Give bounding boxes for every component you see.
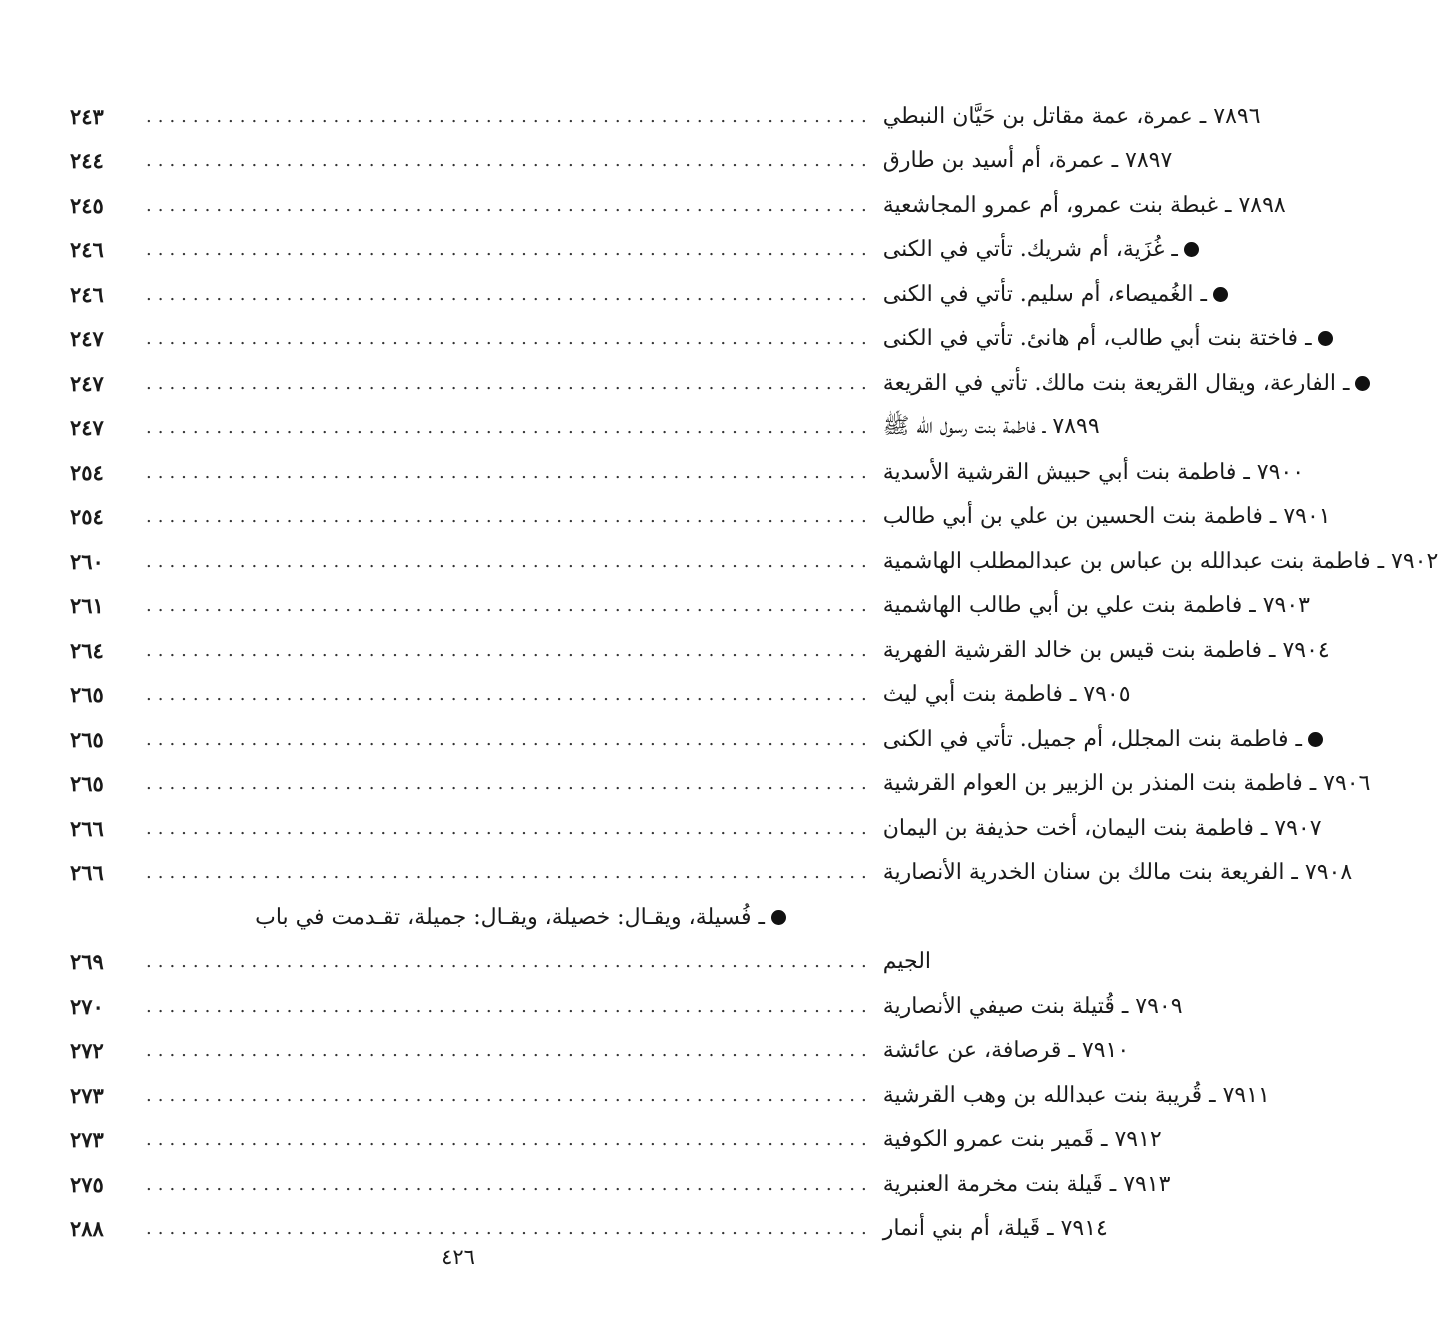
dot-leader: ..............................................................: [146, 817, 873, 839]
toc-entry-title: [883, 593, 1310, 618]
toc-page-number: ٢٧٥: [70, 1171, 104, 1197]
toc-entry: [70, 319, 1312, 359]
dot-leader: ..............................................................: [146, 1218, 873, 1239]
toc-entry-text: ـ غُزَية، أم شريك. تأتي في الكنى: [882, 237, 1178, 262]
toc-entry-title: [255, 905, 786, 930]
toc-entry: [70, 1075, 1270, 1115]
toc-entry-title: [883, 371, 1371, 396]
toc-entry-title: [883, 1038, 1129, 1063]
toc-entry-text: ـ الغُميصاء، أم سليم. تأتي في الكنى: [882, 281, 1207, 307]
toc-entry-text: ـ فُسيلة، ويقـال: خصيلة، ويقـال: جميلة، تقـدمت في باب: [255, 904, 765, 930]
toc-page-number: ٢٥٤: [70, 459, 104, 485]
toc-entry: [70, 764, 1371, 804]
dot-leader: ..............................................................: [146, 328, 873, 349]
toc-page-number: ٢٧٣: [70, 1127, 104, 1152]
toc-entry-title: [883, 193, 1286, 218]
toc-entry-title: [883, 727, 1323, 752]
toc-entry-text: الجيم: [882, 949, 932, 974]
toc-entry: [70, 986, 1183, 1026]
toc-entry-text: ـ فاطمة بنت المجلل، أم جميل. تأتي في الكنى: [882, 726, 1302, 752]
toc-entry-title: [883, 504, 1331, 529]
toc-entry-text: ٧٩٠٣ ـ فاطمة بنت علي بن أبي طالب الهاشمية: [882, 593, 1310, 618]
toc-entry: [70, 497, 1331, 537]
dot-leader: ..............................................................: [146, 773, 873, 794]
toc-entry-text: ٧٩٠٤ ـ فاطمة بنت قيس بن خالد القرشية الفهرية: [882, 637, 1330, 663]
toc-entry-title: [883, 549, 1438, 574]
toc-page-number: ٢٦٥: [70, 726, 104, 752]
toc-entry-text: ٧٨٩٧ ـ عمرة، أم أسيد بن طارق: [882, 148, 1173, 173]
toc-entry-title: [883, 148, 1173, 173]
toc-entry: [70, 96, 1261, 136]
toc-page-number: ٢٦٦: [70, 860, 104, 885]
toc-entry-title: [883, 1172, 1171, 1197]
toc-page-number: ٢٤٦: [70, 237, 104, 262]
toc-entry: [70, 185, 1286, 225]
toc-entry-title: [883, 282, 1228, 307]
toc-page-number: ٢٧٣: [70, 1082, 104, 1108]
toc-entry-text: ـ فاختة بنت أبي طالب، أم هانئ. تأتي في الكنى: [882, 326, 1312, 351]
toc-page-number: ٢٦٤: [70, 637, 104, 663]
dot-leader: ..............................................................: [146, 595, 873, 616]
dot-leader: ..............................................................: [146, 506, 873, 527]
page-number: ٤٢٦: [441, 1245, 475, 1269]
dot-leader: ..............................................................: [146, 684, 873, 705]
toc-entry: [70, 719, 1302, 759]
toc-entry-text: ٧٨٩٦ ـ عمرة، عمة مقاتل بن حَيَّان النبطي: [882, 103, 1261, 129]
dot-leader: ..............................................................: [146, 283, 873, 305]
toc-entry-title: [883, 326, 1333, 351]
toc-entry-text: ٧٩١٤ ـ قَيلة، أم بني أنمار: [882, 1216, 1108, 1241]
dot-leader: ..............................................................: [146, 372, 873, 394]
toc-page-number: ٢٨٨: [70, 1216, 104, 1241]
toc-page-number: ٢٦٥: [70, 771, 104, 796]
toc-entry-title: [883, 1127, 1162, 1152]
toc-entry: [70, 630, 1330, 670]
toc-entry-title: [883, 460, 1304, 485]
toc-entry-text: ٧٩٠٧ ـ فاطمة بنت اليمان، أخت حذيفة بن اليمان: [882, 815, 1322, 841]
dot-leader: ..............................................................: [146, 951, 873, 972]
toc-page-number: ٢٤٦: [70, 281, 104, 307]
toc-entry: [70, 586, 1310, 626]
toc-entry-text: ٧٩٠٠ ـ فاطمة بنت أبي حبيش القرشية الأسدية: [882, 459, 1305, 485]
toc-entry-text: ٧٩٠٦ ـ فاطمة بنت المنذر بن الزبير بن العوام القرشية: [882, 771, 1371, 796]
toc-page-number: ٢٤٥: [70, 192, 104, 218]
toc-entry-title: [883, 949, 981, 974]
toc-page-number: ٢٤٧: [70, 415, 104, 440]
dot-leader: ..............................................................: [146, 150, 873, 171]
toc-page-number: ٢٦٩: [70, 949, 104, 974]
dot-leader: ..............................................................: [146, 1129, 873, 1150]
dot-leader: ..............................................................: [146, 862, 873, 883]
toc-page-number: ٢٧٠: [70, 993, 104, 1019]
bullet-icon: [1318, 331, 1333, 346]
toc-entry-title: [883, 1216, 1108, 1241]
toc-entry: [70, 853, 1353, 893]
dot-leader: ..............................................................: [146, 194, 873, 216]
dot-leader: ..............................................................: [146, 417, 873, 438]
toc-entry: [70, 408, 1100, 448]
dot-leader: ..............................................................: [146, 550, 873, 572]
dot-leader: ..............................................................: [146, 105, 873, 127]
toc-page-number: ٢٤٧: [70, 326, 104, 351]
bullet-icon: [1213, 287, 1228, 302]
toc-entry-text: ٧٩١١ ـ قُريبة بنت عبدالله بن وهب القرشية: [882, 1082, 1270, 1108]
toc-page-number: ٢٧٢: [70, 1038, 104, 1063]
dot-leader: ..............................................................: [146, 728, 873, 750]
toc-page-number: ٢٦٦: [70, 815, 104, 841]
toc-entry-title: [883, 771, 1371, 796]
toc-entry-title: [883, 816, 1322, 841]
toc-entry-text: ٧٨٩٩ ـ فاطمة بنت رسول الله ﷺ: [882, 413, 1100, 439]
toc-entry-title: [883, 994, 1183, 1019]
toc-page-number: ٢٤٤: [70, 148, 104, 173]
toc-entry: [70, 1120, 1162, 1160]
toc-entry-text: ٧٩٠٥ ـ فاطمة بنت أبي ليث: [882, 682, 1131, 707]
toc-entry-text: ٧٩٠١ ـ فاطمة بنت الحسين بن علي بن أبي طالب: [882, 504, 1331, 529]
toc-entry: [70, 1164, 1171, 1204]
dot-leader: ..............................................................: [146, 461, 873, 483]
toc-entry-title: [883, 237, 1199, 262]
toc-page-number: ٢٤٧: [70, 370, 104, 396]
toc-page-number: ٢٤٣: [70, 103, 104, 129]
toc-entry-text: ٧٩٠٨ ـ الفريعة بنت مالك بن سنان الخدرية الأنصارية: [882, 860, 1353, 885]
toc-entry: [70, 541, 1438, 581]
dot-leader: ..............................................................: [146, 1173, 873, 1195]
toc-entry: [70, 141, 1173, 181]
toc-entry: [70, 1209, 1108, 1249]
toc-page-number: ٢٦٥: [70, 682, 104, 707]
toc-entry-text: ٧٩١٢ ـ قَمير بنت عمرو الكوفية: [882, 1127, 1162, 1152]
toc-entry-title: [883, 1083, 1270, 1108]
toc-entry: [70, 675, 1131, 715]
dot-leader: ..............................................................: [146, 995, 873, 1017]
toc-entry-text: ٧٩٠٩ ـ قُتيلة بنت صيفي الأنصارية: [882, 993, 1183, 1019]
bullet-icon: [771, 910, 786, 925]
toc-entry-text: ٧٩٠٢ ـ فاطمة بنت عبدالله بن عباس بن عبدالمطلب الهاشمية: [882, 548, 1438, 574]
bullet-icon: [1355, 376, 1370, 391]
toc-page-number: ٢٥٤: [70, 504, 104, 529]
dot-leader: ..............................................................: [146, 639, 873, 661]
toc-entry-title: [883, 412, 1100, 444]
toc-entry-text: ٧٩١٣ ـ قَيلة بنت مخرمة العنبرية: [882, 1171, 1171, 1197]
toc-entry: [70, 274, 1207, 314]
toc-entry: [70, 452, 1305, 492]
bullet-icon: [1308, 732, 1323, 747]
dot-leader: ..............................................................: [146, 1084, 873, 1106]
toc-entry: [70, 230, 1178, 270]
toc-entry-title: [883, 860, 1352, 885]
toc-entry-title: [883, 638, 1330, 663]
toc-entry: [70, 897, 786, 937]
toc-entry-title: [883, 104, 1261, 129]
toc-entry-text: ٧٨٩٨ ـ غبطة بنت عمرو، أم عمرو المجاشعية: [882, 192, 1286, 218]
toc-entry-text: ـ الفارعة، ويقال القريعة بنت مالك. تأتي في القريعة: [882, 370, 1350, 396]
toc-page-number: ٢٦١: [70, 593, 104, 618]
toc-entry: [70, 1031, 1130, 1071]
toc-entry-title: [883, 682, 1131, 707]
bullet-icon: [1184, 242, 1199, 257]
dot-leader: ..............................................................: [146, 239, 873, 260]
toc-entry: [70, 942, 932, 982]
toc-entry-text: ٧٩١٠ ـ قرصافة، عن عائشة: [882, 1038, 1130, 1063]
toc-page-number: ٢٦٠: [70, 548, 104, 574]
dot-leader: ..............................................................: [146, 1040, 873, 1061]
toc-entry: [70, 363, 1350, 403]
toc-entry: [70, 808, 1322, 848]
